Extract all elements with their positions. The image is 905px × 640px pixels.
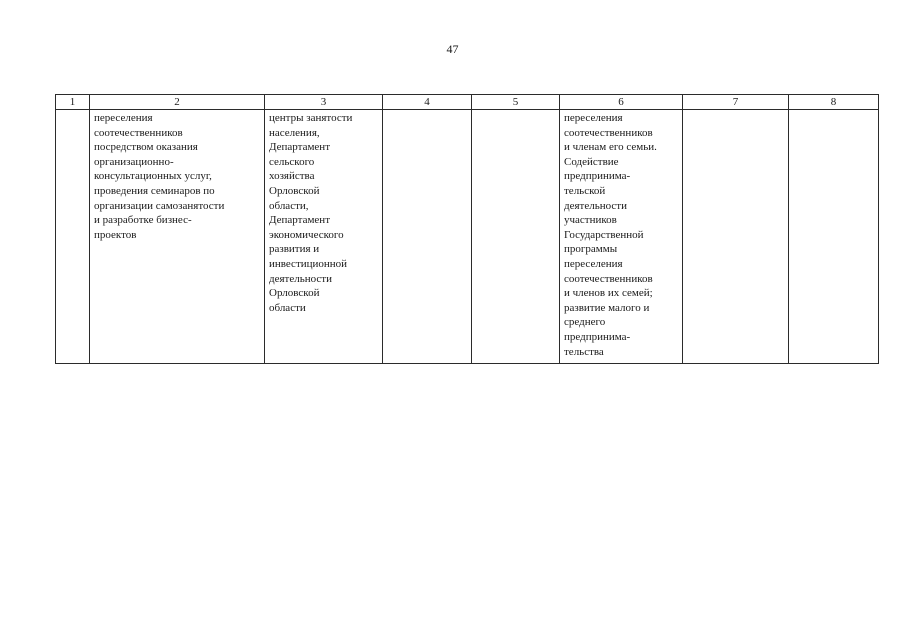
cell-text-result: переселения соотечественников и членам его семьи. Содействие предпринима- тельской деятельности участников Государственной программы переселения соотечественников и членов их семей; развитие малого и среднего предпринима- тельства — [564, 112, 657, 358]
page-number: 47 — [446, 42, 459, 56]
column-header-8: 8 — [789, 95, 879, 110]
column-header-1: 1 — [56, 95, 90, 110]
cell-col-2 — [90, 110, 265, 364]
table-row — [56, 110, 879, 364]
cell-col-8 — [789, 110, 879, 364]
cell-col-4 — [383, 110, 472, 364]
column-header-5: 5 — [472, 95, 560, 110]
cell-text-executors: центры занятости населения, Департамент сельского хозяйства Орловской области, Департамент экономического развития и инвестиционной деятельности Орловской области — [269, 112, 353, 314]
column-header-2: 2 — [90, 95, 265, 110]
column-header-3: 3 — [265, 95, 383, 110]
cell-col-3 — [265, 110, 383, 364]
program-measures-table — [55, 94, 879, 364]
cell-col-6 — [560, 110, 683, 364]
table-header-row — [56, 95, 879, 110]
cell-col-1 — [56, 110, 90, 364]
cell-col-7 — [683, 110, 789, 364]
column-header-6: 6 — [560, 95, 683, 110]
column-header-7: 7 — [683, 95, 789, 110]
cell-text-measure: переселения соотечественников посредством оказания организационно- консультационных услуг, проведения семинаров по организации самозанятости и разработке бизнес- проектов — [94, 112, 225, 241]
cell-col-5 — [472, 110, 560, 364]
column-header-4: 4 — [383, 95, 472, 110]
